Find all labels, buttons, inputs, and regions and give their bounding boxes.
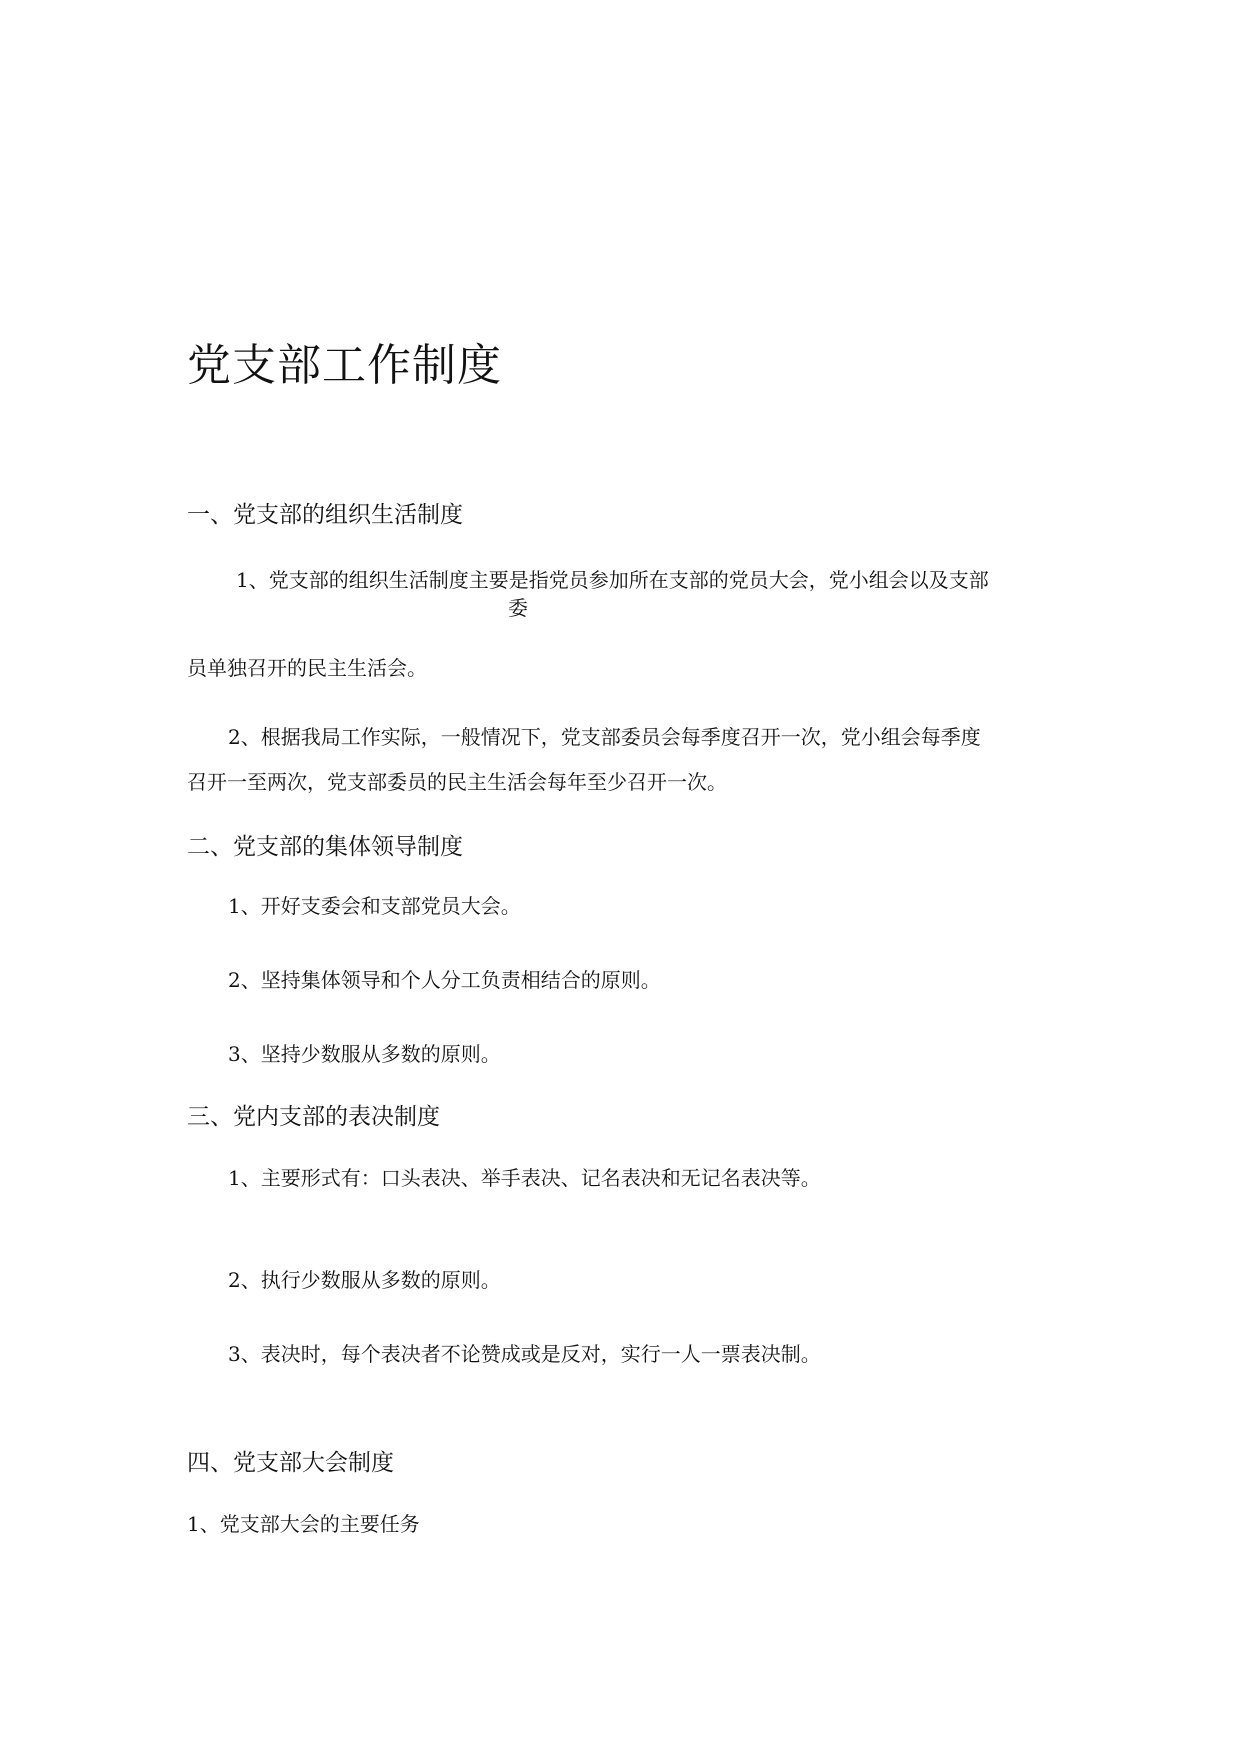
paragraph-1-2-line-1: 2、根据我局工作实际，一般情况下，党支部委员会每季度召开一次，党小组会每季度: [228, 725, 981, 749]
list-item-2-3: 3、坚持少数服从多数的原则。: [228, 1042, 501, 1066]
list-item-2-2: 2、坚持集体领导和个人分工负责相结合的原则。: [228, 968, 661, 992]
list-item-3-3: 3、表决时，每个表决者不论赞成或是反对，实行一人一票表决制。: [228, 1342, 821, 1366]
section-heading-2: 二、党支部的集体领导制度: [187, 834, 463, 860]
section-heading-3: 三、党内支部的表决制度: [187, 1104, 440, 1130]
document-title: 党支部工作制度: [187, 340, 502, 391]
paragraph-1-1-line-1-tail: 委: [508, 596, 528, 620]
list-item-2-1: 1、开好支委会和支部党员大会。: [228, 894, 521, 918]
list-item-4-1: 1、党支部大会的主要任务: [187, 1512, 420, 1536]
paragraph-1-1-line-2: 员单独召开的民主生活会。: [187, 656, 427, 680]
section-heading-1: 一、党支部的组织生活制度: [187, 502, 463, 528]
paragraph-1-1-line-1: 1、党支部的组织生活制度主要是指党员参加所在支部的党员大会，党小组会以及支部: [236, 568, 989, 592]
list-item-3-1: 1、主要形式有：口头表决、举手表决、记名表决和无记名表决等。: [228, 1166, 821, 1190]
list-item-3-2: 2、执行少数服从多数的原则。: [228, 1268, 501, 1292]
paragraph-1-2-line-2: 召开一至两次，党支部委员的民主生活会每年至少召开一次。: [187, 770, 727, 794]
section-heading-4: 四、党支部大会制度: [187, 1450, 394, 1476]
